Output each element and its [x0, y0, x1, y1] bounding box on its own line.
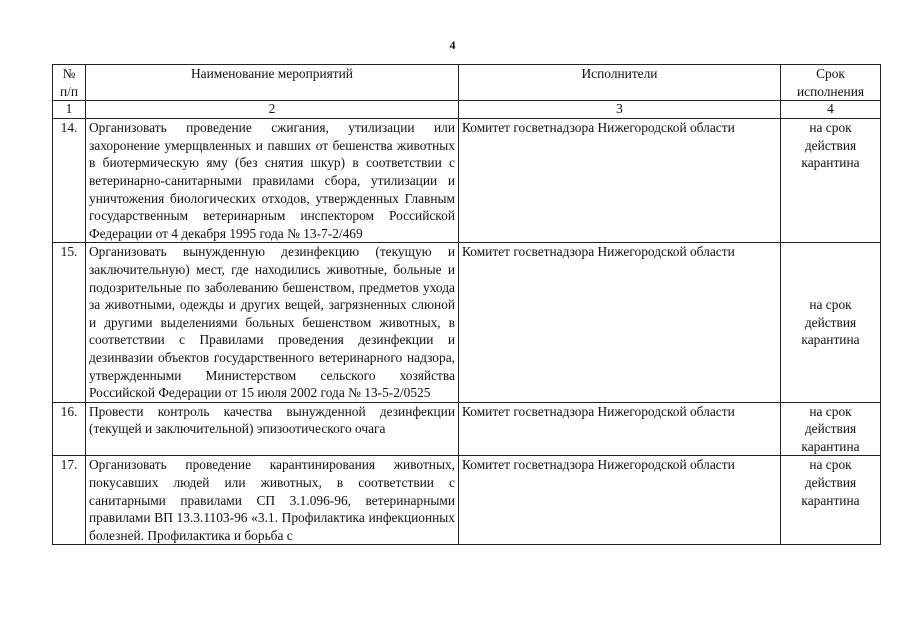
column-number: 4 — [781, 101, 881, 119]
header-name: Наименование мероприятий — [86, 65, 459, 101]
column-number: 1 — [53, 101, 86, 119]
term: на срок действия карантина — [781, 402, 881, 456]
table-header-row — [53, 65, 881, 101]
executor: Комитет госветнадзора Нижегородской области — [459, 243, 781, 402]
header-term: Срок исполнения — [781, 65, 881, 101]
measure-name: Организовать вынужденную дезинфекцию (текущую и заключительную) мест, где находились животные, больные и подозрительные по заболеванию бешенством, предметов ухода за животными, одежды и других вещей, загрязненных слюной и другими выделениями больных бешенством животных, в соответствии с Правилами проведения дезинфекции и дезинвазии объектов государственного ветеринарного надзора, утвержденными Министерством сельского хозяйства Российской Федерации от 15 июля 2002 года № 13-5-2/0525 — [86, 243, 459, 402]
term: на срок действия карантина — [781, 119, 881, 243]
page-number: 4 — [449, 38, 456, 52]
column-number: 2 — [86, 101, 459, 119]
row-number: 16. — [53, 402, 86, 456]
table-row — [53, 243, 881, 402]
row-number: 15. — [53, 243, 86, 402]
measure-name: Провести контроль качества вынужденной дезинфекции (текущей и заключительной) эпизоотического очага — [86, 402, 459, 456]
header-executors: Исполнители — [459, 65, 781, 101]
table-row — [53, 119, 881, 243]
column-number: 3 — [459, 101, 781, 119]
executor: Комитет госветнадзора Нижегородской области — [459, 402, 781, 456]
header-num: № п/п — [53, 65, 86, 101]
measure-name: Организовать проведение карантинирования животных, покусавших людей или животных, в соответствии с санитарными правилами СП 3.1.096-96, ветеринарными правилами ВП 13.3.1103-96 «3.1. Профилактика инфекционных болезней. Профилактика и борьба с — [86, 456, 459, 545]
row-number: 17. — [53, 456, 86, 545]
term: на срок действия карантина — [781, 456, 881, 545]
measure-name: Организовать проведение сжигания, утилизации или захоронение умерщвленных и павших от бешенства животных в биотермическую яму (без снятия шкур) в соответствии с ветеринарно-санитарными правилами сбора, утилизации и уничтожения биологических отходов, утвержденных Главным государственным ветеринарным инспектором Российской Федерации от 4 декабря 1995 года № 13-7-2/469 — [86, 119, 459, 243]
table-row — [53, 456, 881, 545]
column-number-row — [53, 101, 881, 119]
table-row — [53, 402, 881, 456]
row-number: 14. — [53, 119, 86, 243]
term: на срок действия карантина — [781, 243, 881, 402]
executor: Комитет госветнадзора Нижегородской области — [459, 456, 781, 545]
executor: Комитет госветнадзора Нижегородской области — [459, 119, 781, 243]
measures-table — [52, 64, 881, 545]
